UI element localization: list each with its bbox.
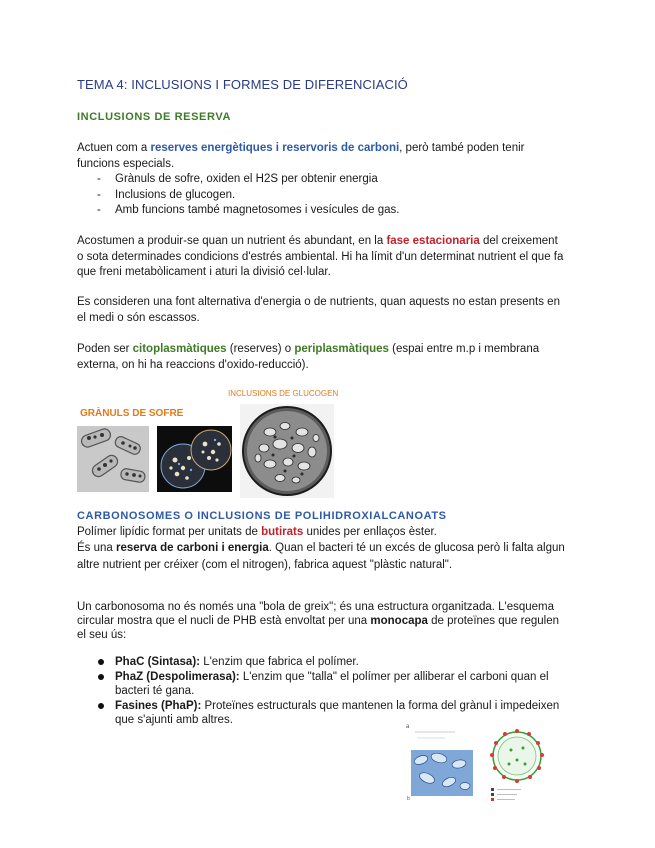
svg-text:a: a (406, 724, 410, 730)
paragraph-tipus: Poden ser citoplasmàtiques (reserves) o periplasmàtiques (espai entre m.p i membrana externa, on hi ha reaccions d'oxido-reducció). (77, 343, 540, 371)
sulfur-granules-micrograph-1 (77, 426, 149, 492)
reserve-types-list (77, 172, 597, 219)
highlight-citoplasmatiques: citoplasmàtiques (132, 343, 227, 355)
section-heading-reserva: INCLUSIONS DE RESERVA (77, 111, 231, 123)
paragraph-polimer: Polímer lipídic format per unitats de butirats unides per enllaços èster. És una reserva de carboni i energia. Quan el bacteri té un excés de glucosa però li falta algun altre nutrient per créixer (com el nitrogen), fabrica aquest "plàstic natural". (77, 526, 565, 571)
label-granuls-sofre: GRÀNULS DE SOFRE (80, 408, 184, 419)
svg-text:b: b (407, 796, 410, 802)
paragraph-reserves: Actuen com a reserves energètiques i reservoris de carboni, però també poden tenir funcions especials. (77, 142, 525, 170)
highlight-reserva-carboni: reserva de carboni i energia (116, 541, 269, 554)
protein-list (95, 655, 595, 728)
highlight-periplasmatiques: periplasmàtiques (294, 343, 389, 355)
highlight-reserves: reserves energètiques i reservoris de carboni (150, 142, 400, 154)
list-item: - Inclusions de glucogen. (77, 188, 597, 204)
bullet-icon (98, 659, 104, 665)
carbonosome-micrograph-figure (405, 720, 475, 802)
list-item: - Amb funcions també magnetosomes i vesícules de gas. (77, 203, 597, 219)
bullet-icon (98, 674, 104, 680)
list-item: - Grànuls de sofre, oxiden el H2S per obtenir energia (77, 172, 597, 188)
paragraph-font-alternativa: Es consideren una font alternativa d'energia o de nutrients, quan aquests no estan presents en el medi o són escassos. (77, 296, 560, 324)
label-inclusions-glucogen: INCLUSIONS DE GLUCOGEN (228, 389, 339, 398)
section-heading-carbonosomes: CARBONOSOMES O INCLUSIONS DE POLIHIDROXIALCANOATS (77, 510, 447, 522)
glycogen-inclusions-micrograph (240, 404, 334, 498)
list-item: Fasines (PhaP): Proteïnes estructurals que mantenen la forma del grànul i impedeixen que s'ajunti amb altres. (95, 699, 595, 727)
sulfur-granules-micrograph-2 (157, 426, 232, 492)
highlight-monocapa: monocapa (370, 615, 428, 627)
list-item: PhaC (Sintasa): L'enzim que fabrica el polímer. (95, 655, 595, 669)
bullet-icon (98, 703, 104, 709)
highlight-fase-estacionaria: fase estacionaria (386, 235, 480, 247)
list-item: PhaZ (Despolimerasa): L'enzim que "talla" el polímer per alliberar el carboni quan el bacteri té gana. (95, 670, 595, 698)
paragraph-carbonosoma: Un carbonosoma no és només una "bola de greix"; és una estructura organitzada. L'esquema circular mostra que el nucli de PHB està envoltat per una monocapa de proteïnes que regulen el seu ús: (77, 601, 559, 641)
carbonosome-structure-diagram (487, 722, 547, 802)
paragraph-fase: Acostumen a produir-se quan un nutrient és abundant, en la fase estacionaria del creixement o sota determinades condicions d'estrés ambiental. Hi ha límit d'un determinat nutrient el que fa que freni metabòlicament i aturi la divisió cel·lular. (77, 235, 564, 278)
page-title: TEMA 4: INCLUSIONS I FORMES DE DIFERENCIACIÓ (77, 77, 408, 92)
highlight-butirats: butirats (261, 526, 304, 538)
